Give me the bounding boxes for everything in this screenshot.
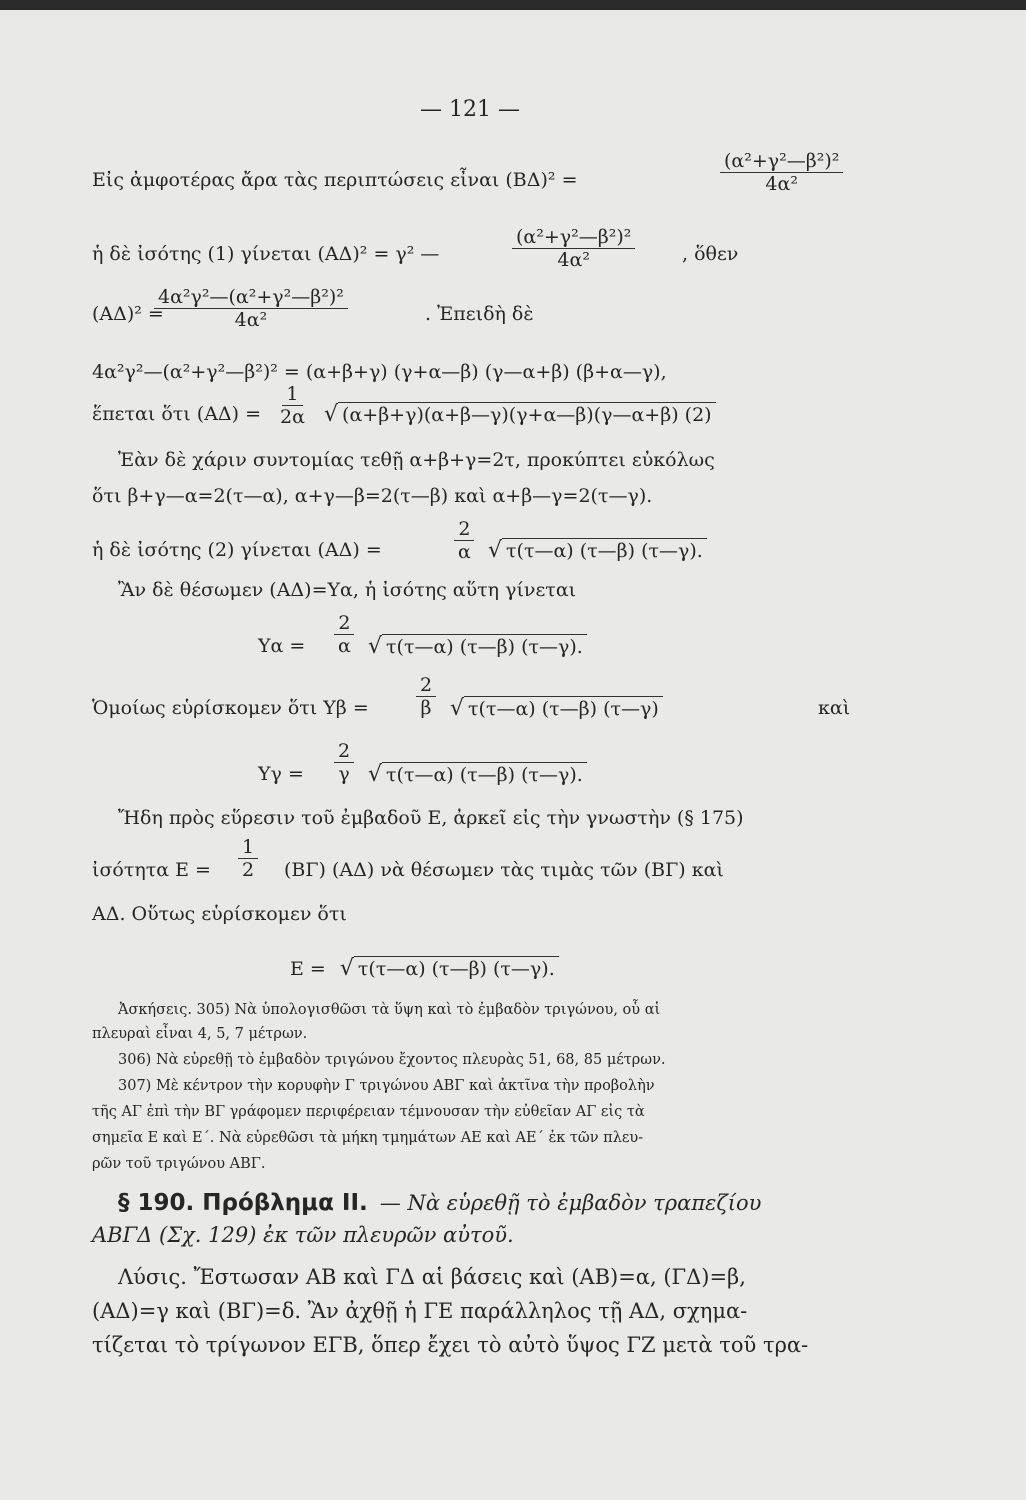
text-line [92, 402, 261, 426]
text-line [92, 696, 369, 720]
exercise-line [92, 1128, 643, 1148]
equation-text: Εἰς ἀμφοτέρας ἄρα τὰς περιπτώσεις εἶναι (ΒΔ)² = [92, 169, 578, 191]
text-line [92, 360, 667, 384]
exercise-line [118, 1000, 660, 1020]
text-line [92, 484, 652, 508]
exercise-line [118, 1050, 666, 1070]
equation-text: Υγ = [258, 763, 304, 785]
text-line [290, 956, 559, 981]
exercise-text: τῆς ΑΓ ἐπὶ τὴν ΒΓ γράφομεν περιφέρειαν τέμνουσαν τὴν εὐθεῖαν ΑΓ εἰς τὰ [92, 1104, 645, 1120]
equation-text: , ὅθεν [682, 243, 739, 265]
exercise-line [92, 1102, 645, 1122]
section-heading [118, 1188, 761, 1218]
denominator: 4α² [765, 173, 798, 195]
exercise-text: σημεῖα Ε καὶ Ε΄. Νὰ εὑρεθῶσι τὰ μήκη τμημάτων ΑΕ καὶ ΑΕ΄ ἐκ τῶν πλευ- [92, 1130, 644, 1146]
fraction [330, 740, 358, 785]
equation-text: ἕπεται ὅτι (ΑΔ) = [92, 403, 262, 425]
radical-expression: √ τ(τ—α) (τ—β) (τ—γ). [354, 956, 559, 981]
fraction [412, 674, 440, 719]
radical-expression: √ τ(τ—α) (τ—β) (τ—γ). [382, 762, 587, 787]
text-line [92, 858, 211, 882]
text-line [118, 448, 715, 472]
radical-expression: √ τ(τ—α) (τ—β) (τ—γ). [502, 538, 707, 563]
fraction [272, 383, 313, 428]
equation-text: ἡ δὲ ἰσότης (1) γίνεται (ΑΔ)² = γ² — [92, 243, 440, 265]
section-heading-cont [92, 1220, 514, 1250]
text-line [118, 806, 744, 830]
numerator: 2 [416, 674, 436, 697]
paragraph-text: ΑΔ. Οὕτως εὑρίσκομεν ὅτι [92, 903, 347, 925]
page-number: — 121 — [420, 97, 520, 122]
equation-text: Υα = [258, 635, 306, 657]
numerator: 2 [454, 518, 474, 541]
radical-expression: √ τ(τ—α) (τ—β) (τ—γ) [464, 696, 663, 721]
denominator: γ [338, 763, 350, 785]
text-line [336, 402, 716, 427]
text-line [500, 538, 707, 563]
text-line [92, 1296, 747, 1326]
exercise-line [118, 1076, 655, 1096]
fraction [330, 612, 359, 657]
text-line [462, 696, 663, 721]
denominator: 4α² [234, 309, 268, 331]
fraction [150, 286, 352, 331]
text-line [92, 902, 347, 926]
fraction [234, 836, 262, 881]
exercise-text: ρῶν τοῦ τριγώνου ΑΒΓ. [92, 1156, 266, 1172]
equation-text: ἰσότητα Ε = [92, 859, 211, 881]
numerator: 4α²γ²—(α²+γ²—β²)² [154, 286, 348, 309]
text-line [682, 242, 738, 266]
fraction [450, 518, 479, 563]
equation-text: . Ἐπειδὴ δὲ [425, 303, 534, 325]
denominator: α [458, 541, 471, 563]
equation-text: Ὁμοίως εὑρίσκομεν ὅτι Υβ = [92, 697, 369, 719]
section-title: § 190. Πρόβλημα ΙΙ. [118, 1190, 368, 1216]
exercise-line [92, 1024, 307, 1044]
equation-text: (ΑΔ)² = [92, 303, 164, 325]
text-line [818, 696, 850, 720]
section-subtitle: — Νὰ εὑρεθῇ τὸ ἐμβαδὸν τραπεζίου [379, 1191, 762, 1215]
text-line [284, 858, 724, 882]
section-subtitle: ΑΒΓΔ (Σχ. 129) ἐκ τῶν πλευρῶν αὐτοῦ. [92, 1223, 514, 1247]
fraction [508, 226, 639, 271]
paragraph-text: Λύσις. Ἔστωσαν ΑΒ καὶ ΓΔ αἱ βάσεις καὶ (ΑΒ)=α, (ΓΔ)=β, [118, 1265, 746, 1289]
equation-text: ἡ δὲ ἰσότης (2) γίνεται (ΑΔ) = [92, 539, 382, 561]
exercise-text: Ἀσκήσεις. 305) Νὰ ὑπολογισθῶσι τὰ ὕψη καὶ τὸ ἐμβαδὸν τριγώνου, οὗ αἱ [118, 1002, 661, 1018]
equation-text: καὶ [818, 697, 851, 719]
paragraph-text: (ΑΔ)=γ καὶ (ΒΓ)=δ. Ἂν ἀχθῇ ἡ ΓΕ παράλληλος τῇ ΑΔ, σχημα- [92, 1299, 748, 1323]
denominator: α [338, 635, 351, 657]
numerator: 2 [334, 740, 354, 763]
paragraph-text: Ἐὰν δὲ χάριν συντομίας τεθῇ α+β+γ=2τ, προκύπτει εὐκόλως [118, 449, 715, 471]
exercise-text: 306) Νὰ εὑρεθῇ τὸ ἐμβαδὸν τριγώνου ἔχοντος πλευρὰς 51, 68, 85 μέτρων. [118, 1052, 666, 1068]
text-line [118, 578, 576, 602]
text-line [380, 762, 587, 787]
radical-expression: √ (α+β+γ)(α+β—γ)(γ+α—β)(γ—α+β) (2) [338, 402, 716, 427]
text-line [92, 538, 382, 562]
text-line [118, 1262, 746, 1292]
text-line [92, 1330, 808, 1360]
numerator: 1 [282, 383, 302, 406]
radical-expression: √ τ(τ—α) (τ—β) (τ—γ). [382, 634, 587, 659]
exercise-text: πλευραὶ εἶναι 4, 5, 7 μέτρων. [92, 1026, 308, 1042]
text-line [258, 634, 305, 658]
denominator: 2α [280, 406, 305, 428]
numerator: (α²+γ²—β²)² [512, 226, 635, 249]
text-line [425, 302, 534, 326]
denominator: β [420, 697, 432, 719]
text-line [380, 634, 587, 659]
text-line [92, 242, 439, 266]
text-line [92, 168, 577, 192]
equation-text: (ΒΓ) (ΑΔ) νὰ θέσωμεν τὰς τιμὰς τῶν (ΒΓ) καὶ [284, 859, 724, 881]
fraction [716, 150, 847, 195]
numerator: 1 [238, 836, 258, 859]
equation-text: 4α²γ²—(α²+γ²—β²)² = (α+β+γ) (γ+α—β) (γ—α+β) (β+α—γ), [92, 361, 667, 383]
equation-text: Ε = [290, 958, 326, 980]
numerator: 2 [334, 612, 354, 635]
paragraph-text: Ἤδη πρὸς εὕρεσιν τοῦ ἐμβαδοῦ Ε, ἀρκεῖ εἰς τὴν γνωστὴν (§ 175) [118, 807, 744, 829]
text-line [258, 762, 304, 786]
exercise-line [92, 1154, 265, 1174]
denominator: 2 [242, 859, 255, 881]
denominator: 4α² [557, 249, 590, 271]
numerator: (α²+γ²—β²)² [720, 150, 843, 173]
paragraph-text: τίζεται τὸ τρίγωνον ΕΓΒ, ὅπερ ἔχει τὸ αὐτὸ ὕψος ΓΖ μετὰ τοῦ τρα- [92, 1333, 809, 1357]
paragraph-text: Ἂν δὲ θέσωμεν (ΑΔ)=Υα, ἡ ἰσότης αὕτη γίνεται [118, 579, 577, 601]
exercise-text: 307) Μὲ κέντρον τὴν κορυφὴν Γ τριγώνου ΑΒΓ καὶ ἀκτῖνα τὴν προβολὴν [118, 1078, 655, 1094]
paragraph-text: ὅτι β+γ—α=2(τ—α), α+γ—β=2(τ—β) καὶ α+β—γ=2(τ—γ). [92, 485, 653, 507]
